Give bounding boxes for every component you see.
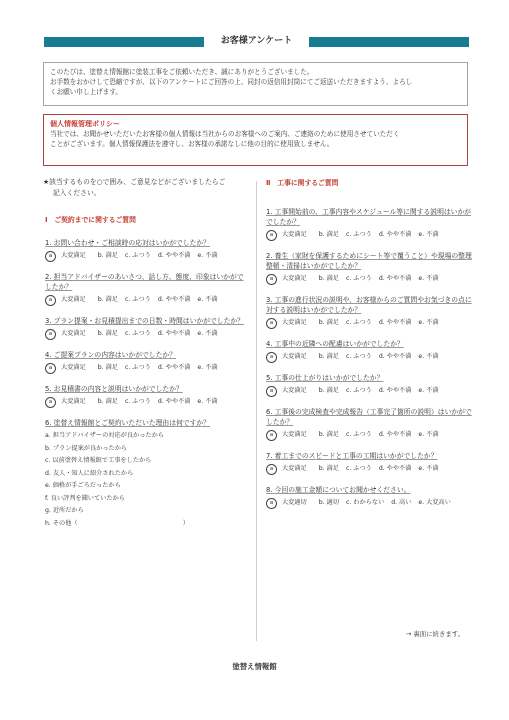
reason-option[interactable]: c. 以前塗替え情報館で工事をしたから xyxy=(45,457,152,464)
answer-options xyxy=(264,386,474,397)
question-text: 4. 工事中の近隣への配慮はいかがでしたか？ xyxy=(266,340,404,348)
circled-letter: a xyxy=(266,464,277,475)
question-item xyxy=(264,485,474,509)
option-c[interactable]: c. ふつう xyxy=(345,431,372,438)
question-item xyxy=(43,238,248,262)
option-label: 大変満足 xyxy=(282,275,307,282)
reason-option[interactable]: g. 近所だから xyxy=(45,507,84,514)
reason-option[interactable]: e. 価格が手ごろだったから xyxy=(45,482,121,489)
option-label: 大変満足 xyxy=(282,431,307,438)
option-label: 大変満足 xyxy=(61,330,86,337)
reason-option[interactable]: f. 良い評判を聞いていたから xyxy=(45,494,125,502)
option-d[interactable]: d. やや不満 xyxy=(378,353,412,360)
option-label: 大変満足 xyxy=(282,319,307,326)
option-d[interactable]: d. 高い xyxy=(391,499,412,506)
question-item xyxy=(264,251,474,285)
option-label: 大変満足 xyxy=(282,465,307,472)
instructions xyxy=(43,177,248,199)
right-column xyxy=(264,177,474,519)
option-c[interactable]: c. ふつう xyxy=(124,296,151,303)
page-title: お客様アンケート xyxy=(220,36,293,46)
answer-options xyxy=(43,363,248,374)
question-item xyxy=(264,295,474,329)
option-b[interactable]: b. 満足 xyxy=(318,431,339,438)
footer-company-name: 塗替え情報館 xyxy=(232,662,277,671)
option-d[interactable]: d. やや不満 xyxy=(378,319,412,326)
question-item xyxy=(264,373,474,397)
option-d[interactable]: d. やや不満 xyxy=(378,275,412,282)
answer-options xyxy=(43,251,248,262)
option-label: 大変満足 xyxy=(282,353,307,360)
option-d[interactable]: d. やや不満 xyxy=(378,387,412,394)
reason-list xyxy=(43,430,248,530)
question-text: 7. 着工までのスピードと工事の工期はいかがでしたか？ xyxy=(266,452,438,460)
option-c[interactable]: c. ふつう xyxy=(124,252,151,259)
circled-letter: a xyxy=(45,329,56,340)
option-b[interactable]: b. 満足 xyxy=(97,296,118,303)
option-e[interactable]: e. 不満 xyxy=(197,330,218,337)
option-e[interactable]: e. 不満 xyxy=(197,252,218,259)
option-e[interactable]: e. 不満 xyxy=(418,465,439,472)
question-text: 6. 塗替え情報館とご契約いただいた理由は何ですか？ xyxy=(45,419,210,427)
option-a[interactable] xyxy=(266,231,312,238)
option-e[interactable]: e. 不満 xyxy=(197,398,218,405)
privacy-line: ことがございます。個人情報保護法を遵守し、お客様の承諾なしに他の目的に使用致しません。 xyxy=(50,140,334,148)
option-d[interactable]: d. やや不満 xyxy=(157,252,191,259)
option-c[interactable]: c. ふつう xyxy=(345,465,372,472)
option-c[interactable]: c. ふつう xyxy=(345,319,372,326)
circled-letter: a xyxy=(266,318,277,329)
question-text: 4. ご提案プランの内容はいかがでしたか？ xyxy=(45,351,176,359)
option-a[interactable] xyxy=(266,387,312,394)
option-e[interactable]: e. 不満 xyxy=(418,275,439,282)
question-text: 5. お見積書の内容と説明はいかがでしたか？ xyxy=(45,385,183,393)
circled-letter: a xyxy=(266,274,277,285)
answer-options xyxy=(264,318,474,329)
reason-option-other[interactable]: h. その他（ ） xyxy=(45,519,189,527)
option-c[interactable]: c. ふつう xyxy=(345,353,372,360)
option-label: 大変満足 xyxy=(61,296,86,303)
reason-option[interactable]: a. 担当アドバイザーの対応が良かったから xyxy=(45,432,164,439)
option-b[interactable]: b. 満足 xyxy=(97,398,118,405)
circled-letter: a xyxy=(45,251,56,262)
option-d[interactable]: d. やや不満 xyxy=(157,398,191,405)
option-b[interactable]: b. 満足 xyxy=(97,330,118,337)
option-e[interactable]: e. 不満 xyxy=(418,431,439,438)
question-item xyxy=(264,451,474,475)
option-a[interactable] xyxy=(266,353,312,360)
question-text: 1. お問い合わせ・ご相談時の応対はいかがでしたか？ xyxy=(45,239,210,247)
option-d[interactable]: d. やや不満 xyxy=(157,330,191,337)
circled-letter: a xyxy=(45,397,56,408)
answer-options xyxy=(264,430,474,441)
column-divider xyxy=(256,181,257,641)
option-e[interactable]: e. 不満 xyxy=(197,364,218,371)
answer-options xyxy=(264,352,474,363)
option-label: 大変満足 xyxy=(282,231,307,238)
question-item xyxy=(264,207,474,241)
answer-options xyxy=(264,230,474,241)
question-text: 1. 工事開始前の、工事内容やスケジュール等に関する説明はいかがでしたか？ xyxy=(266,208,472,226)
option-b[interactable]: b. 満足 xyxy=(318,319,339,326)
answer-options xyxy=(264,498,474,509)
question-text: 3. プラン提案・お見積提出までの日数・時間はいかがでしたか？ xyxy=(45,317,244,325)
continue-note: → 裏面に続きます。 xyxy=(406,630,464,638)
circled-letter: a xyxy=(266,352,277,363)
option-d[interactable]: d. やや不満 xyxy=(378,431,412,438)
privacy-line: 当社では、お聞かせいただいたお客様の個人情報は当社からのお客様へのご案内、ご連絡のために使用させていただく xyxy=(50,130,400,138)
intro-line: このたびは、塗替え情報館に塗装工事をご依頼いただき、誠にありがとうございました。 xyxy=(50,68,314,76)
option-d[interactable]: d. やや不満 xyxy=(378,465,412,472)
question-item xyxy=(43,272,248,306)
option-e[interactable]: e. 不満 xyxy=(418,319,439,326)
question-item xyxy=(264,339,474,363)
option-d[interactable]: d. やや不満 xyxy=(378,231,412,238)
question-text: 5. 工事の仕上がりはいかがでしたか？ xyxy=(266,374,384,382)
option-b[interactable]: b. 満足 xyxy=(97,252,118,259)
answer-options xyxy=(43,295,248,306)
option-c[interactable]: c. わからない xyxy=(345,499,385,506)
circled-letter: a xyxy=(266,498,277,509)
option-label: 大変満足 xyxy=(282,387,307,394)
question-item xyxy=(43,384,248,408)
option-c[interactable]: c. ふつう xyxy=(345,231,372,238)
instructions-line: 記入ください。 xyxy=(53,189,101,197)
circled-letter: a xyxy=(266,430,277,441)
reason-option[interactable]: b. プラン提案が良かったから xyxy=(45,444,128,452)
answer-options xyxy=(264,464,474,475)
instructions-line: ★該当するものを○で囲み、ご意見などがございましたらご xyxy=(43,178,226,186)
option-c[interactable]: c. ふつう xyxy=(345,387,372,394)
option-a[interactable] xyxy=(45,398,91,405)
answer-options xyxy=(264,274,474,285)
circled-letter: a xyxy=(45,363,56,374)
question-item xyxy=(264,407,474,441)
option-c[interactable]: c. ふつう xyxy=(345,275,372,282)
option-a[interactable] xyxy=(266,319,312,326)
left-column xyxy=(43,177,248,540)
option-e[interactable]: e. 大変高い xyxy=(418,499,451,506)
option-b[interactable]: b. 満足 xyxy=(318,353,339,360)
privacy-box xyxy=(43,114,468,166)
intro-line: くお願い申し上げます。 xyxy=(50,88,123,96)
question-item xyxy=(43,316,248,340)
answer-options xyxy=(43,397,248,408)
option-a[interactable] xyxy=(266,465,312,472)
option-b[interactable]: b. 満足 xyxy=(318,275,339,282)
option-label: 大変適切 xyxy=(282,499,307,506)
option-a[interactable] xyxy=(45,364,91,371)
question-text: 3. 工事の進行状況の説明や、お客様からのご質問やお気づきの点に対する説明はいかがでしたか？ xyxy=(266,296,472,314)
option-label: 大変満足 xyxy=(61,398,86,405)
option-a[interactable] xyxy=(45,296,91,303)
circled-letter: a xyxy=(266,386,277,397)
option-d[interactable]: d. やや不満 xyxy=(157,296,191,303)
option-a[interactable] xyxy=(266,499,312,506)
question-text: 8. 今回の施工金額についてお聞かせください。 xyxy=(266,486,411,494)
option-b[interactable]: b. 満足 xyxy=(318,387,339,394)
option-e[interactable]: e. 不満 xyxy=(418,387,439,394)
section-heading-contract: Ⅰ ご契約までに関するご質問 xyxy=(45,216,136,224)
question-item xyxy=(43,418,248,530)
option-b[interactable]: b. 満足 xyxy=(318,465,339,472)
option-label: 大変満足 xyxy=(61,364,86,371)
option-c[interactable]: c. ふつう xyxy=(124,398,151,405)
answer-options xyxy=(43,329,248,340)
header xyxy=(44,33,469,49)
option-d[interactable]: d. やや不満 xyxy=(157,364,191,371)
circled-letter: a xyxy=(45,295,56,306)
reason-option[interactable]: d. 友人・知人に紹介されたから xyxy=(45,469,134,477)
option-c[interactable]: c. ふつう xyxy=(124,364,151,371)
question-item xyxy=(43,350,248,374)
circled-letter: a xyxy=(266,230,277,241)
intro-line: お手数をおかけして恐縮ですが、以下のアンケートにご回答の上、同封の返信用封筒にてご返送いただきますよう、よろし xyxy=(50,78,413,86)
option-e[interactable]: e. 不満 xyxy=(418,231,439,238)
question-text: 6. 工事後の完成検査や完成報告（工事完了箇所の説明）はいかがでしたか？ xyxy=(266,408,472,426)
option-a[interactable] xyxy=(266,275,312,282)
option-a[interactable] xyxy=(45,330,91,337)
option-b[interactable]: b. 満足 xyxy=(97,364,118,371)
privacy-title: 個人情報管理ポリシー xyxy=(50,120,120,128)
option-e[interactable]: e. 不満 xyxy=(197,296,218,303)
option-a[interactable] xyxy=(45,252,91,259)
option-b[interactable]: b. 適切 xyxy=(318,499,339,506)
option-e[interactable]: e. 不満 xyxy=(418,353,439,360)
question-text: 2. 担当アドバイザーのあいさつ、話し方、態度、印象はいかがでしたか？ xyxy=(45,273,244,291)
section-heading-construction: Ⅱ 工事に関するご質問 xyxy=(266,179,339,187)
option-b[interactable]: b. 満足 xyxy=(318,231,339,238)
intro-box xyxy=(43,62,468,106)
question-text: 2. 養生（家財を保護するためにシート等で覆うこと）や現場の整理整頓・清掃はいかがでしたか？ xyxy=(266,252,472,270)
option-c[interactable]: c. ふつう xyxy=(124,330,151,337)
option-a[interactable] xyxy=(266,431,312,438)
option-label: 大変満足 xyxy=(61,252,86,259)
